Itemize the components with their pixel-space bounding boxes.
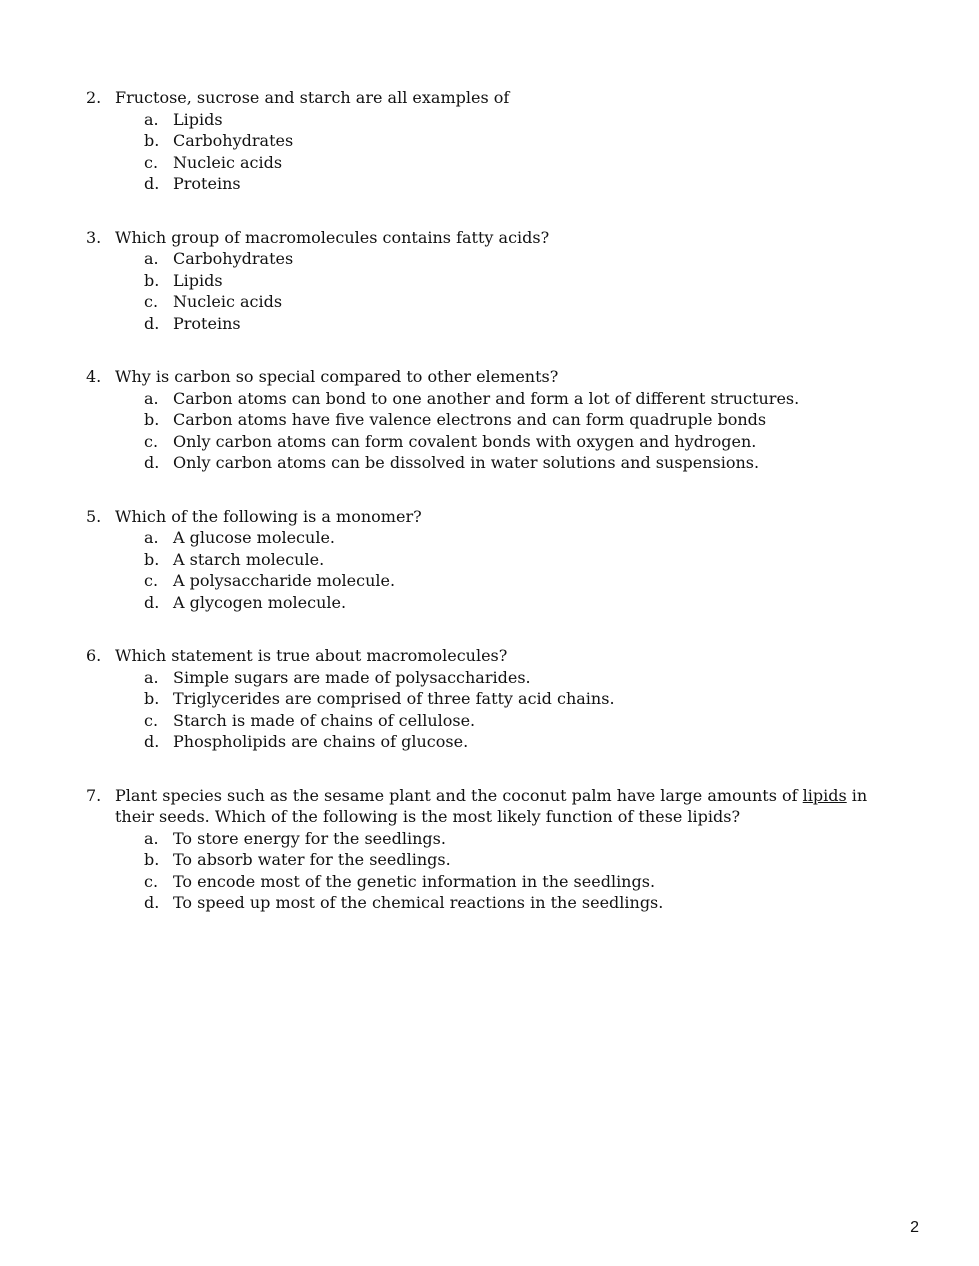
option-text: Nucleic acids <box>173 292 283 311</box>
question-2 <box>86 87 906 195</box>
option-letter: d. <box>144 592 160 612</box>
option-item <box>86 549 906 571</box>
option-text: A polysaccharide molecule. <box>173 571 396 590</box>
option-item <box>86 849 906 871</box>
option-list <box>86 527 906 613</box>
option-letter: a. <box>144 528 159 547</box>
option-item <box>86 527 906 549</box>
question-text: Which of the following is a monomer? <box>115 506 422 526</box>
option-item <box>86 291 906 313</box>
option-letter: c. <box>144 871 159 891</box>
option-item <box>86 688 906 710</box>
question-5 <box>86 506 906 614</box>
question-text: Why is carbon so special compared to other elements? <box>115 367 559 386</box>
option-text: To absorb water for the seedlings. <box>173 850 451 869</box>
page-number: 2 <box>910 1219 919 1236</box>
question-number: 3. <box>86 227 102 247</box>
option-item <box>86 313 906 335</box>
option-letter: c. <box>144 710 159 730</box>
question-6 <box>86 645 906 753</box>
question-text <box>115 785 906 828</box>
option-list <box>86 667 906 753</box>
option-item <box>86 270 906 292</box>
option-text: To speed up most of the chemical reactions in the seedlings. <box>173 893 664 912</box>
option-item <box>86 173 906 195</box>
option-letter: c. <box>144 571 159 590</box>
option-letter: c. <box>144 431 159 451</box>
option-letter: d. <box>144 174 160 193</box>
question-text: Fructose, sucrose and starch are all examples of <box>115 88 510 107</box>
option-item <box>86 710 906 732</box>
question-number: 6. <box>86 646 102 665</box>
option-item <box>86 431 906 453</box>
option-item <box>86 248 906 270</box>
option-text: Carbon atoms have five valence electrons and can form quadruple bonds <box>173 410 767 429</box>
question-number: 7. <box>86 785 102 805</box>
option-text: A starch molecule. <box>173 549 325 569</box>
question-7 <box>86 785 906 914</box>
option-letter: c. <box>144 292 159 311</box>
option-item <box>86 452 906 474</box>
option-list <box>86 248 906 334</box>
question-text: Which statement is true about macromolecules? <box>115 646 508 665</box>
option-letter: d. <box>144 893 160 912</box>
question-3 <box>86 227 906 335</box>
option-text: Carbohydrates <box>173 131 294 150</box>
option-item <box>86 871 906 893</box>
option-letter: b. <box>144 549 160 569</box>
option-item <box>86 388 906 410</box>
question-4 <box>86 366 906 474</box>
option-item <box>86 130 906 152</box>
option-item <box>86 152 906 174</box>
option-item <box>86 109 906 131</box>
option-text: To encode most of the genetic information in the seedlings. <box>173 871 656 891</box>
option-list <box>86 388 906 474</box>
option-text: A glycogen molecule. <box>173 592 347 612</box>
option-letter: b. <box>144 850 160 869</box>
option-letter: a. <box>144 249 159 268</box>
question-text-part: in their seeds. Which of the following is the most likely function of these lipids? <box>115 785 868 826</box>
option-letter: b. <box>144 131 160 150</box>
option-list <box>86 828 906 914</box>
option-item <box>86 828 906 850</box>
option-text: Triglycerides are comprised of three fatty acid chains. <box>173 689 615 708</box>
question-number: 4. <box>86 367 102 386</box>
question-number: 5. <box>86 506 102 526</box>
option-text: Carbon atoms can bond to one another and form a lot of different structures. <box>173 388 800 408</box>
option-item <box>86 409 906 431</box>
option-letter: c. <box>144 152 159 172</box>
option-text: Lipids <box>173 109 223 129</box>
option-letter: d. <box>144 313 160 333</box>
option-letter: a. <box>144 667 159 687</box>
option-text: To store energy for the seedlings. <box>173 828 446 848</box>
option-letter: b. <box>144 689 160 708</box>
option-text: A glucose molecule. <box>173 528 335 547</box>
option-text: Nucleic acids <box>173 152 283 172</box>
option-letter: d. <box>144 732 160 751</box>
option-letter: b. <box>144 410 160 429</box>
option-text: Only carbon atoms can form covalent bonds with oxygen and hydrogen. <box>173 431 757 451</box>
option-item <box>86 892 906 914</box>
question-number: 2. <box>86 88 102 107</box>
option-text: Simple sugars are made of polysaccharides. <box>173 667 531 687</box>
option-letter: a. <box>144 109 159 129</box>
option-text: Starch is made of chains of cellulose. <box>173 710 476 730</box>
option-text: Phospholipids are chains of glucose. <box>173 732 469 751</box>
option-letter: a. <box>144 828 159 848</box>
option-item <box>86 731 906 753</box>
option-text: Lipids <box>173 270 223 290</box>
option-text: Proteins <box>173 313 241 333</box>
underlined-keyword: lipids <box>802 785 847 805</box>
option-letter: a. <box>144 388 159 408</box>
question-text-part: Plant species such as the sesame plant and the coconut palm have large amounts of <box>115 785 803 805</box>
question-list <box>86 87 906 946</box>
option-text: Carbohydrates <box>173 249 294 268</box>
option-item <box>86 592 906 614</box>
option-list <box>86 109 906 195</box>
option-text: Proteins <box>173 174 241 193</box>
option-item <box>86 570 906 592</box>
option-text: Only carbon atoms can be dissolved in water solutions and suspensions. <box>173 453 760 472</box>
option-letter: d. <box>144 453 160 472</box>
option-item <box>86 667 906 689</box>
question-text: Which group of macromolecules contains fatty acids? <box>115 227 550 247</box>
option-letter: b. <box>144 270 160 290</box>
